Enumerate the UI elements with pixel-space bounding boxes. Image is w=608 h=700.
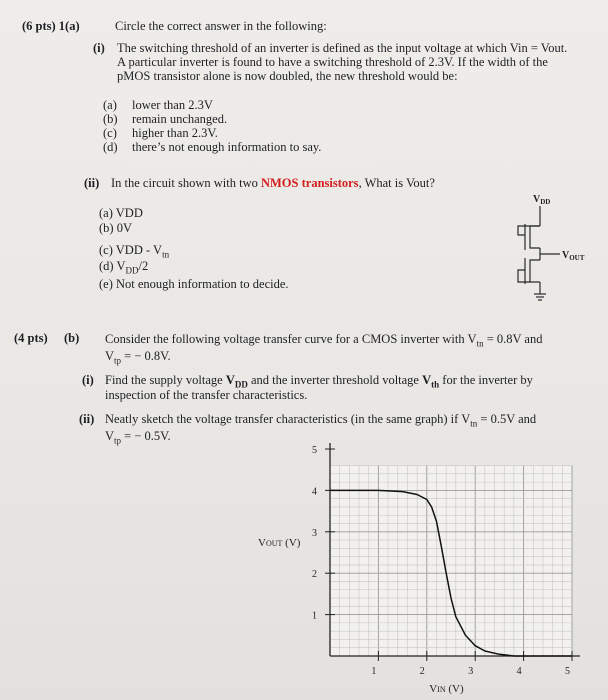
question-b-i-number: (i) xyxy=(82,373,94,387)
y-tick-label: 4 xyxy=(312,486,317,498)
x-tick-label: 2 xyxy=(419,666,425,677)
question-a-i-line: pMOS transistor alone is now doubled, the new threshold would be: xyxy=(117,69,458,83)
option-text[interactable]: remain unchanged. xyxy=(132,112,228,126)
option-text[interactable]: there’s not enough information to say. xyxy=(132,140,322,154)
x-axis-label: VIN (V) xyxy=(429,683,464,695)
option-text[interactable]: (e) Not enough information to decide. xyxy=(99,277,289,291)
question-b-ii-text: Neatly sketch the voltage transfer characteristics (in the same graph) if $V_{tn} = 0.5V$ and xyxy=(105,412,537,429)
option-text[interactable]: (c) VDD - $V_{tn}$ xyxy=(99,243,170,260)
option-text[interactable]: lower than 2.3V xyxy=(132,98,213,112)
vdd-label: $V_{DD}$ xyxy=(533,194,551,206)
option-label[interactable]: (c) xyxy=(103,126,117,140)
question-b-i-text: Find the supply voltage $V_{DD}$ and the inverter threshold voltage $V_{th}$ for the inverter by xyxy=(105,373,533,390)
y-tick-label: 3 xyxy=(312,527,317,539)
vout-label: $V_{OUT}$ xyxy=(562,250,585,262)
x-tick-label: 1 xyxy=(371,666,377,677)
x-tick-label: 3 xyxy=(468,666,474,677)
x-tick-label: 4 xyxy=(516,666,522,677)
vtc-chart xyxy=(250,430,600,698)
y-axis-label: VOUT (V) xyxy=(258,537,301,550)
question-a-i-line: A particular inverter is found to have a switching threshold of 2.3V. If the width of the xyxy=(117,55,548,69)
option-text[interactable]: (d) $V_{DD}/2$ xyxy=(99,259,149,276)
y-tick-label: 1 xyxy=(312,610,317,622)
y-tick-label: 2 xyxy=(312,569,317,581)
option-label[interactable]: (a) xyxy=(103,98,117,112)
question-a-ii-number: (ii) xyxy=(84,176,100,190)
part-a-header: (6 pts) 1(a) xyxy=(22,19,80,33)
question-b-ii-text: $V_{tp}$ = − 0.5V. xyxy=(105,429,171,446)
option-text[interactable]: (a) VDD xyxy=(99,206,143,220)
nmos-highlight: NMOS transistors xyxy=(260,176,359,190)
part-b-intro: $V_{tp}$ = − 0.8V. xyxy=(105,349,171,366)
plot-background xyxy=(330,466,572,656)
question-b-i-text: inspection of the transfer characteristics. xyxy=(105,388,308,402)
x-tick-label: 5 xyxy=(565,666,570,677)
option-label[interactable]: (b) xyxy=(103,112,118,126)
part-a-instruction: Circle the correct answer in the following: xyxy=(115,19,327,33)
part-b-letter: (b) xyxy=(64,331,80,345)
question-b-ii-number: (ii) xyxy=(79,412,95,426)
nmos-top-gate-wire xyxy=(518,226,540,235)
nmos-bottom-gate-wire xyxy=(518,270,530,282)
y-tick-label: 5 xyxy=(312,445,317,456)
part-b-intro: Consider the following voltage transfer curve for a CMOS inverter with $V_{tn} = 0.8V$ and xyxy=(105,332,543,349)
option-label[interactable]: (d) xyxy=(103,140,118,154)
question-a-i-number: (i) xyxy=(93,41,105,55)
nmos-top-channel xyxy=(530,226,540,248)
option-text[interactable]: (b) 0V xyxy=(99,221,132,235)
part-b-header: (4 pts) xyxy=(14,331,48,345)
question-a-ii-text: In the circuit shown with two NMOS transistors, What is Vout? xyxy=(111,176,435,190)
option-text[interactable]: higher than 2.3V. xyxy=(132,126,218,140)
nmos-circuit-diagram xyxy=(500,190,600,305)
question-a-i-line: The switching threshold of an inverter is defined as the input voltage at which Vin = Vout. xyxy=(117,41,568,55)
nmos-bottom-channel xyxy=(530,260,540,282)
